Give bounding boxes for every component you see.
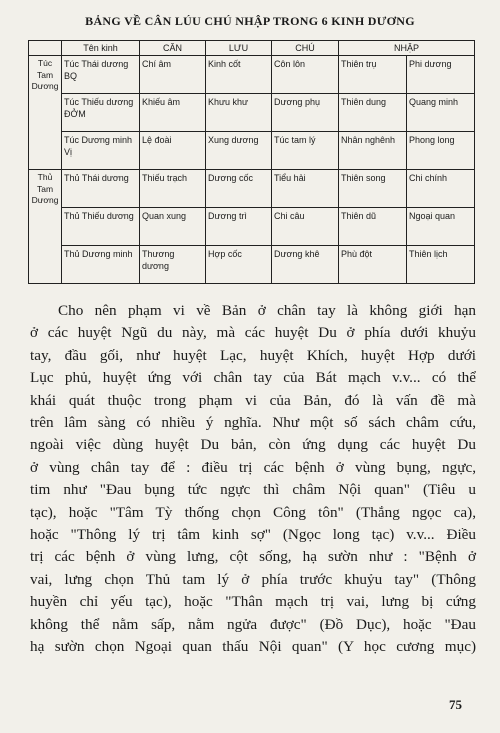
cell-nhap-2: Thiên lịch [407, 246, 475, 284]
table-row [29, 208, 475, 246]
text-line: tạc), hoặc "Tâm Tỳ thống chọn Công tôn" (Thắng ngọc ca), [30, 503, 476, 521]
cell-can: Quan xung [140, 208, 206, 246]
cell-luu: Hợp cốc [206, 246, 272, 284]
cell-nhap-1: Thiên dũ [339, 208, 407, 246]
text-line: không thể nằm sấp, nằm ngửa được" (Đồ Dục), hoặc "Đau [30, 615, 476, 633]
table-row [29, 246, 475, 284]
header-nhap: NHẬP [339, 41, 475, 56]
cell-chu: Côn lôn [272, 56, 339, 94]
table-row [29, 132, 475, 170]
text-line: khái quát thuộc trong phạm vi của Bản, đó là vấn đề mà [30, 391, 476, 409]
cell-luu: Dương trì [206, 208, 272, 246]
cell-can: Thiếu trạch [140, 170, 206, 208]
body-paragraph [30, 300, 476, 659]
text-line: hạ sườn chọn Ngoại quan thấu Nội quan" (Y học cương mục) [30, 638, 476, 656]
cell-chu: Dương khê [272, 246, 339, 284]
cell-nhap-2: Chi chính [407, 170, 475, 208]
table-row [29, 94, 475, 132]
cell-nhap-1: Phù đột [339, 246, 407, 284]
cell-nhap-1: Thiên song [339, 170, 407, 208]
cell-kinh: Thủ Thiếu dương [62, 208, 140, 246]
cell-nhap-2: Phong long [407, 132, 475, 170]
cell-kinh: Túc Dương minh Vị [62, 132, 140, 170]
cell-chu: Dương phụ [272, 94, 339, 132]
cell-can: Khiếu âm [140, 94, 206, 132]
cell-can: Lệ đoài [140, 132, 206, 170]
text-line: trên lâm sàng có nhiều ý nghĩa. Như một số sách châm cứu, [30, 414, 476, 432]
cell-luu: Khưu khư [206, 94, 272, 132]
page-number: 75 [449, 697, 462, 712]
cell-chu: Tiểu hải [272, 170, 339, 208]
cell-luu: Xung dương [206, 132, 272, 170]
cell-nhap-2: Phi dương [407, 56, 475, 94]
table-header-row [29, 41, 475, 56]
cell-luu: Dương cốc [206, 170, 272, 208]
cell-luu: Kinh cốt [206, 56, 272, 94]
group-label: Túc Tam Dương [29, 56, 62, 170]
table-row [29, 170, 475, 208]
table-title: BẢNG VỀ CÂN LÚU CHÚ NHẬP TRONG 6 KINH DƯƠNG [85, 14, 415, 28]
group-label: Thủ Tam Dương [29, 170, 62, 284]
header-group [29, 41, 62, 56]
meridian-table [28, 40, 475, 284]
cell-chu: Túc tam lý [272, 132, 339, 170]
text-line: tim như "Đau bụng tức ngực thì châm Nội quan" (Tiêu u [30, 481, 476, 499]
cell-nhap-1: Thiên dung [339, 94, 407, 132]
cell-can: Thương dương [140, 246, 206, 284]
cell-nhap-2: Quang minh [407, 94, 475, 132]
cell-nhap-2: Ngoại quan [407, 208, 475, 246]
text-line: vai, lưng chọn Thủ tam lý ở phía trước khuỷu tay" (Thông [30, 570, 476, 588]
cell-kinh: Túc Thiếu dương ĐỞM [62, 94, 140, 132]
table-row [29, 56, 475, 94]
text-line: trị các bệnh ở vùng lưng, cột sống, hạ sườn như : "Bệnh ở [30, 548, 476, 566]
cell-kinh: Thủ Dương minh [62, 246, 140, 284]
text-line: huyền chỉ yếu tạc), hoặc "Thân mạch trị vai, lưng bị cứng [30, 593, 476, 611]
text-line: ở các huyệt Ngũ du này, mà các huyệt Du ở phía dưới khuỷu [30, 324, 476, 342]
cell-can: Chí âm [140, 56, 206, 94]
header-ten-kinh: Tên kinh [62, 41, 140, 56]
header-luu: LƯU [206, 41, 272, 56]
header-can: CĂN [140, 41, 206, 56]
header-chu: CHÚ [272, 41, 339, 56]
cell-kinh: Thủ Thái dương [62, 170, 140, 208]
text-line: ở vùng chân tay để : điều trị các bệnh ở vùng bụng, ngực, [30, 458, 476, 476]
cell-chu: Chi câu [272, 208, 339, 246]
text-line: hoặc "Thông lý trị tâm kinh sợ" (Ngọc long tạc) v.v... Điều [30, 526, 476, 544]
text-line: tay, đầu gối, như huyệt Lạc, huyệt Khích, huyệt Hợp dưới [30, 346, 476, 364]
cell-kinh: Túc Thái dương BQ [62, 56, 140, 94]
cell-nhap-1: Nhân nghênh [339, 132, 407, 170]
cell-nhap-1: Thiên trụ [339, 56, 407, 94]
text-line: Lục phủ, huyệt ứng với chân tay của Bát mạch v.v... có thể [30, 369, 476, 387]
text-line: Cho nên phạm vi về Bản ở chân tay là không giới hạn [58, 302, 476, 319]
text-line: ngoài việc dùng huyệt Du bản, còn ứng dụng các huyệt Du [30, 436, 476, 454]
